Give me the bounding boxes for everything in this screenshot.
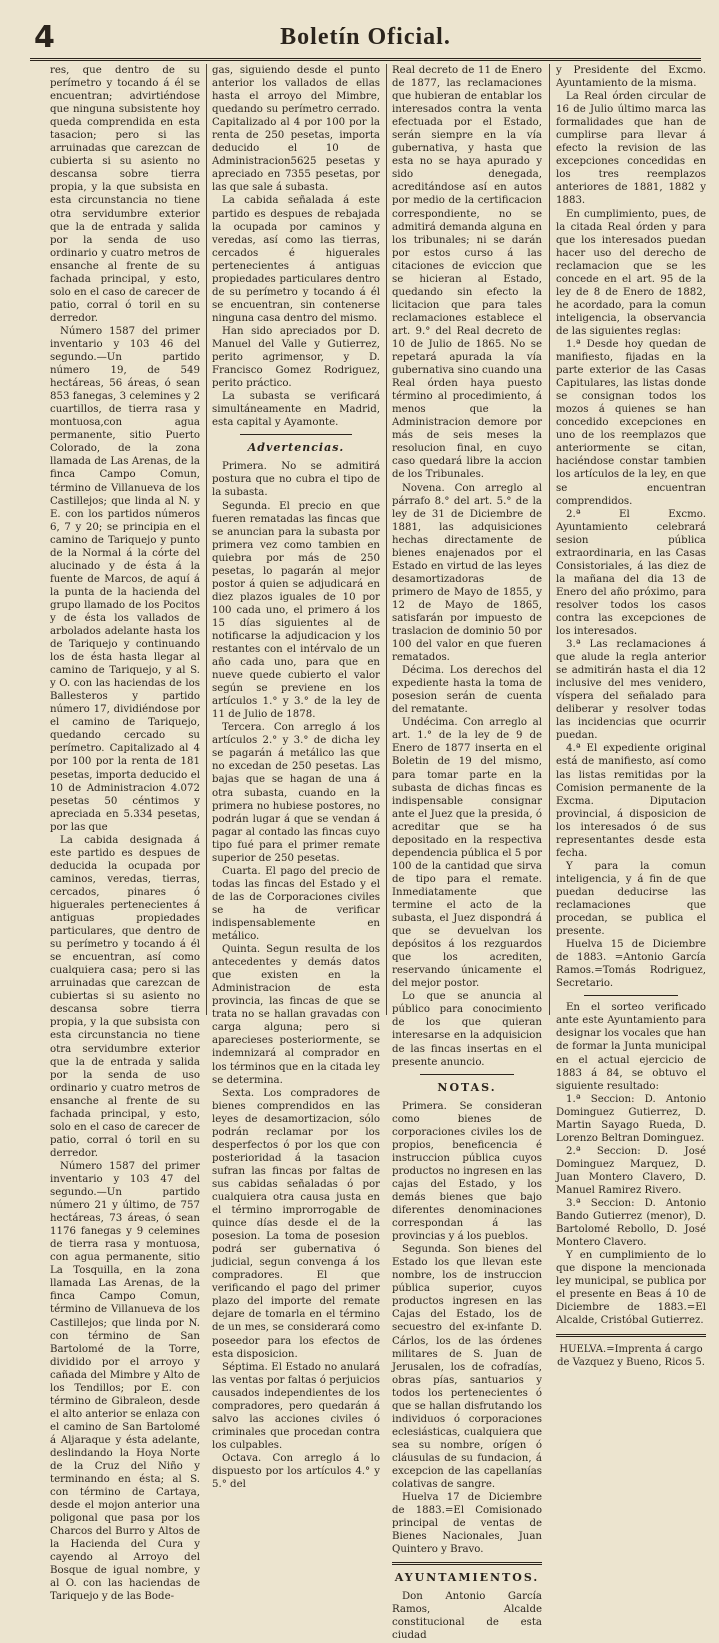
section-heading: Advertencias. <box>247 441 345 455</box>
paragraph: 1.ª Seccion: D. Antonio Dominguez Gutierrez, D. Martin Sayago Rueda, D. Lorenzo Beltran Dominguez. <box>556 1093 706 1144</box>
page-title: Boletín Oficial. <box>280 24 451 50</box>
paragraph: Don Antonio García Ramos, Alcalde constitucional de esta ciudad <box>392 1591 542 1642</box>
paragraph: 3.ª Las reclamaciones á que alude la regla anterior se admitirán hasta el dia 12 inclusive del mes venidero, víspera del señalado para deliberar y resolver todas las incidencias que ocurrir puedan. <box>556 639 706 742</box>
paragraph: Undécima. Con arreglo al art. 1.° de la ley de 9 de Enero de 1877 inserta en el Boletin de 19 del mismo, para tomar parte en la subasta de dichas fincas es indispensable consignar ante el Juez que la presida, ó acreditar que se ha depositado en la respectiva dependencia pública el 5 por 100 de la cantidad que sirva de tipo para el remate. Inmediatamente que termine el acto de la subasta, el Juez dispondrá á que se devuelvan los depósitos á los rezguardos que los acrediten, reservando únicamente el del mejor postor. <box>392 717 542 990</box>
column-divider <box>206 64 207 1015</box>
column-3 <box>392 64 542 1642</box>
paragraph: Lo que se anuncia al público para conocimiento de los que quieran interesarse en la adquisicion de las fincas insertas en el presente anuncio. <box>392 991 542 1068</box>
paragraph: Han sido apreciados por D. Manuel del Valle y Gutierrez, perito agrimensor, y D. Francisco Gomez Rodriguez, perito práctico. <box>212 325 380 390</box>
paragraph: Real decreto de 11 de Enero de 1877, las reclamaciones que hubieran de entablar los interesados contra la venta efectuada por el Estado, serán siempre en la vía gubernativa, y hasta que esta no se haya apurado y sido denegada, acreditándose así en autos por medio de la certificacion correspondiente, no se admitirá demanda alguna en los tribunales; ni se darán por estos curso á las citaciones de eviccion que se hicieran al Estado, quedando sin efecto la licitacion que para tales reclamaciones establece el art. 9.° del Real decreto de 10 de Julio de 1865. No se repetará apurada la vía gubernativa sino cuando una Real órden haya puesto término al procedimiento, á menos que la Administracion demore por más de seis meses la resolucion final, en cuyo caso quedará libre la accion de los Tribunales. <box>392 65 542 481</box>
paragraph: Segunda. El precio en que fueren rematadas las fincas que se anuncian para la subasta por primera vez como tambien en quiebra por más de 250 pesetas, lo pagarán al mejor postor á quien se adjudicará en diez plazos iguales de 10 por 100 cada uno, el primero á los 15 días siguientes al de notificarse la adjudicacion y los restantes con el intérvalo de un año cada uno, para que en nueve quede cubierto el valor según se previene en los artículos 1.° y 3.° de la ley de 11 de Julio de 1878. <box>212 500 380 721</box>
column-2 <box>212 64 380 1491</box>
column-1 <box>50 64 200 1603</box>
paragraph: Huelva 17 de Diciembre de 1883.=El Comisionado principal de ventas de Bienes Nacionales, Juan Quintero y Bravo. <box>392 1492 542 1556</box>
section-divider <box>392 1562 542 1565</box>
paragraph: Quinta. Segun resulta de los antecedentes y demás datos que existen en la Administracion de esta provincia, las fincas de que se trata no se hallan gravadas con carga alguna; pero si aparecieses posteriormente, se indemnizará al comprador en los términos que en la citada ley se determina. <box>212 944 380 1086</box>
section-heading: AYUNTAMIENTOS. <box>394 1571 540 1585</box>
paragraph: La subasta se verificará simultáneamente en Madrid, esta capital y Ayamonte. <box>212 391 380 429</box>
page-header <box>30 14 701 62</box>
paragraph: Décima. Los derechos del expediente hasta la toma de posesion serán de cuenta del rematante. <box>392 665 542 716</box>
printer-imprint: HUELVA.=Imprenta á cargo de Vazquez y Bueno, Ricos 5. <box>557 1343 705 1368</box>
paragraph: Primera. No se admitirá postura que no cubra el tipo de la subasta. <box>212 461 380 499</box>
paragraph: La cabida designada á este partido es despues de deducida la ocupada por caminos, veredas, tierras, cercados, pinares ó higuerales pertenecientes á antiguas propiedades particulares, que dentro de su perímetro y tocando á él se encuentran, así como cualquiera casa; pero si las arruinadas que carezcan de cubiertas si su asiento no descansa sobre tierra propia, y la que subsista con esta circunstancia no tiene otra servidumbre exterior que la de entrada y salida por la senda de uso ordinario y cuatro metros de ensanche al frente de su fachada principal, y esto, solo en el caso de carecer de patio, corral ó toril en su derredor. <box>50 834 200 1159</box>
section-divider <box>556 1334 706 1337</box>
paragraph: Sexta. Los compradores de bienes comprendidos en las leyes de desamortizacion, sólo podrán reclamar por los desperfectos ó por los que con posterioridad á la tasacion sufran las fincas por faltas de sus cabidas señaladas ó por cualquiera otra causa justa en el término improrrogable de quince días desde el de la posesion. La toma de posesion podrá ser gubernativa ó judicial, segun convenga á los compradores. El que verificando el pago del primer plazo del importe del remate dejare de tomarla en el término de un mes, se considerará como poseedor para los efectos de esta disposicion. <box>212 1087 380 1360</box>
paragraph: Cuarta. El pago del precio de todas las fincas del Estado y el de las de Corporaciones civiles se ha de verificar indispensablemente en metálico. <box>212 865 380 943</box>
page-number: 4 <box>34 20 55 55</box>
paragraph: Octava. Con arreglo á lo dispuesto por los artículos 4.° y 5.° del <box>212 1452 380 1491</box>
column-4 <box>556 64 706 1368</box>
paragraph: En el sorteo verificado ante este Ayuntamiento para designar los vocales que han de formar la Junta municipal en el actual ejercicio de 1883 á 84, se obtuvo el siguiente resultado: <box>556 1002 706 1092</box>
paragraph: Segunda. Son bienes del Estado los que llevan este nombre, los de instruccion pública superior, cuyos productos ingresen en las Cajas del Estado, los de secuestro del ex-infante D. Cárlos, los de las órdenes militares de S. Juan de Jerusalen, los de cofradías, obras pías, santuarios y todos los pertenecientes ó que se hallan disfrutando los individuos ó corporaciones eclesiásticas, cualquiera que sea su nombre, orígen ó cláusulas de su fundacion, á excepcion de las capellanías colativas de sangre. <box>392 1244 542 1491</box>
paragraph: Novena. Con arreglo al párrafo 8.° del art. 5.° de la ley de 31 de Diciembre de 1881, las adquisiciones hechas directamente de bienes enajenados por el Estado en virtud de las leyes desamortizadoras de primero de Mayo de 1855, y 12 de Mayo de 1865, satisfarán por impuesto de traslacion de dominio 50 por 100 del valor en que fueren rematados. <box>392 482 542 664</box>
section-heading: NOTAS. <box>437 1080 497 1094</box>
paragraph: Séptima. El Estado no anulará las ventas por faltas ó perjuicios causados independientes de los compradores, pero quedarán á salvo las acciones civiles ó criminales que procedan contra los culpables. <box>212 1361 380 1451</box>
paragraph: La Real órden circular de 16 de Julio último marca las formalidades que han de cumplirse para llevar á efecto la revision de las excepciones concedidas en los tres reemplazos anteriores de 1881, 1882 y 1883. <box>556 91 706 207</box>
paragraph: 3.ª Seccion: D. Antonio Bando Gutierrez (menor), D. Bartolomé Rebollo, D. José Montero Clavero. <box>556 1198 706 1249</box>
paragraph: y Presidente del Excmo. Ayuntamiento de la misma. <box>556 65 706 90</box>
section-divider <box>584 995 678 996</box>
paragraph: Número 1587 del primer inventario y 103 46 del segundo.—Un partido número 19, de 549 hectáreas, 56 áreas, ó sean 853 fanegas, 3 celemines y 2 cuartillos, de tierra rasa y montuosa,con agua permanente, sitio Puerto Colorado, de la zona llamada de Las Arenas, de la finca Campo Comun, término de Villanueva de los Castillejos; que linda al N. y E. con los partidos números 6, 7 y 20; se principia en el camino de Tariquejo y punto de la Normal á la córte del alucinado y de ésta á la fuente de Marcos, de aquí á la punta de la hacienda del grupo llamado de los Pocitos y de ésta los vallados de arbolados adelante hasta los de Tariquejo y continuando los de ésta hasta llegar al camino de Tariquejo, y al S. y O. con las haciendas de los Ballesteros y partido número 17, dividiéndose por el camino de Tariquejo, quedando cercado su perímetro. Capitalizado al 4 por 100 por la renta de 181 pesetas, importa deducido el 10 de Administracion 4.072 pesetas 50 céntimos y apreciada en 5.334 pesetas, por las que <box>50 325 200 833</box>
paragraph: Número 1587 del primer inventario y 103 47 del segundo.—Un partido número 21 y último, de 757 hectáreas, 73 áreas, ó sean 1176 fanegas y 9 celemines de tierra rasa y montuosa, con agua permanente, sitio La Tosquilla, en la zona llamada Las Arenas, de la finca Campo Comun, término de Villanueva de los Castillejos; que linda por N. con término de San Bartolomé de la Torre, dividido por el arroyo y cañada del Mimbre y Alto de los Tendillos; por E. con término de Gibraleon, desde el alto anterior se enlaza con el camino de San Bartolomé á Aljaraque y ésta adelante, deslindando la Hoya Norte de la Cruz del Niño y terminando en ésta; al S. con término de Cartaya, desde el mojon anterior una poligonal que pasa por los Charcos del Burro y Altos de la Hacienda del Cura y cayendo al Arroyo del Bosque de igual nombre, y al O. con las haciendas de Tariquejo y de las Bode- <box>50 1160 200 1603</box>
section-divider <box>420 1074 514 1075</box>
section-divider <box>240 434 352 435</box>
column-divider <box>549 64 550 1015</box>
column-divider <box>386 64 387 1015</box>
paragraph: 2.ª Seccion: D. José Dominguez Marquez, D. Juan Montero Clavero, D. Manuel Ramirez Rivero. <box>556 1145 706 1196</box>
paragraph: 2.ª El Excmo. Ayuntamiento celebrará sesion pública extraordinaria, en las Casas Consistoriales, á las diez de la mañana del dia 13 de Enero del año próximo, para resolver todos los casos contra las excepciones de los interesados. <box>556 508 706 638</box>
signature: Huelva 15 de Diciembre de 1883. =Antonio García Ramos.=Tomás Rodriguez, Secretario. <box>556 939 706 990</box>
paragraph: Primera. Se consideran como bienes de corporaciones civiles los de propios, beneficencia é instruccion pública cuyos productos no ingresen en las cajas del Estado, y los demás bienes que bajo diferentes denominaciones correspondan á las provincias y á los pueblos. <box>392 1100 542 1243</box>
paragraph: La cabida señalada á este partido es despues de rebajada la ocupada por caminos y veredas, así como las tierras, cercados é higuerales pertenecientes á antiguas propiedades particulares dentro de su perímetro y tocando á él se encuentran, sin contenerse ninguna casa dentro del mismo. <box>212 195 380 324</box>
paragraph: Tercera. Con arreglo á los artículos 2.° y 3.° de dicha ley se pagarán á metálico las que no excedan de 250 pesetas. Las bajas que se hagan de una á otra subasta, cuando en la primera no hubiese postores, no podrán lugar á que se vendan á pagar al contado las fincas cuyo tipo fué para el primer remate superior de 250 pesetas. <box>212 722 380 864</box>
paragraph: res, que dentro de su perímetro y tocando á él se encuentran; advirtiéndose que ninguna subsistente hoy queda comprendida en esta tasacion; pero si las arruinadas que carezcan de cubierta si su asiento no descansa sobre tierra propia, y la que subsista en esta circunstancia no tiene otra servidumbre exterior que la de entrada y salida por la senda de uso ordinario y cuatro metros de ensanche al frente de su fachada principal, y esto, solo en el caso de carecer de patio, corral ó toril en su derredor. <box>50 65 200 324</box>
paragraph: 4.ª El expediente original está de manifiesto, así como las listas remitidas por la Comision permanente de la Excma. Diputacion provincial, á disposicion de los interesados ó de sus representantes desde esta fecha. <box>556 743 706 859</box>
paragraph: gas, siguiendo desde el punto anterior los vallados de ellas hasta el arroyo del Mimbre, quedando su perímetro cerrado. Capitalizado al 4 por 100 por la renta de 250 pesetas, importa deducido el 10 de Administracion5625 pesetas y apreciado en 7355 pesetas, por las que sale á subasta. <box>212 65 380 194</box>
paragraph: Y en cumplimiento de lo que dispone la mencionada ley municipal, se publica por el presente en Beas á 10 de Diciembre de 1883.=El Alcalde, Cristóbal Gutierrez. <box>556 1250 706 1327</box>
paragraph: En cumplimiento, pues, de la citada Real órden y para que los interesados puedan hacer uso del derecho de reclamacion que se les concede en el art. 95 de la ley de 8 de Enero de 1882, he acordado, para la comun inteligencia, la observancia de las siguientes reglas: <box>556 208 706 337</box>
paragraph: 1.ª Desde hoy quedan de manifiesto, fijadas en la parte exterior de las Casas Capitulares, las listas donde se consignan todos los mozos á quienes se han concedido excepciones en uno de los reemplazos que anteriormente se citan, haciéndose constar tambien los artículos de la ley, en que se encuentran comprendidos. <box>556 338 706 507</box>
header-rule <box>30 58 701 61</box>
paragraph: Y para la comun inteligencia, y á fin de que puedan deducirse las reclamaciones que procedan, se publica el presente. <box>556 860 706 938</box>
